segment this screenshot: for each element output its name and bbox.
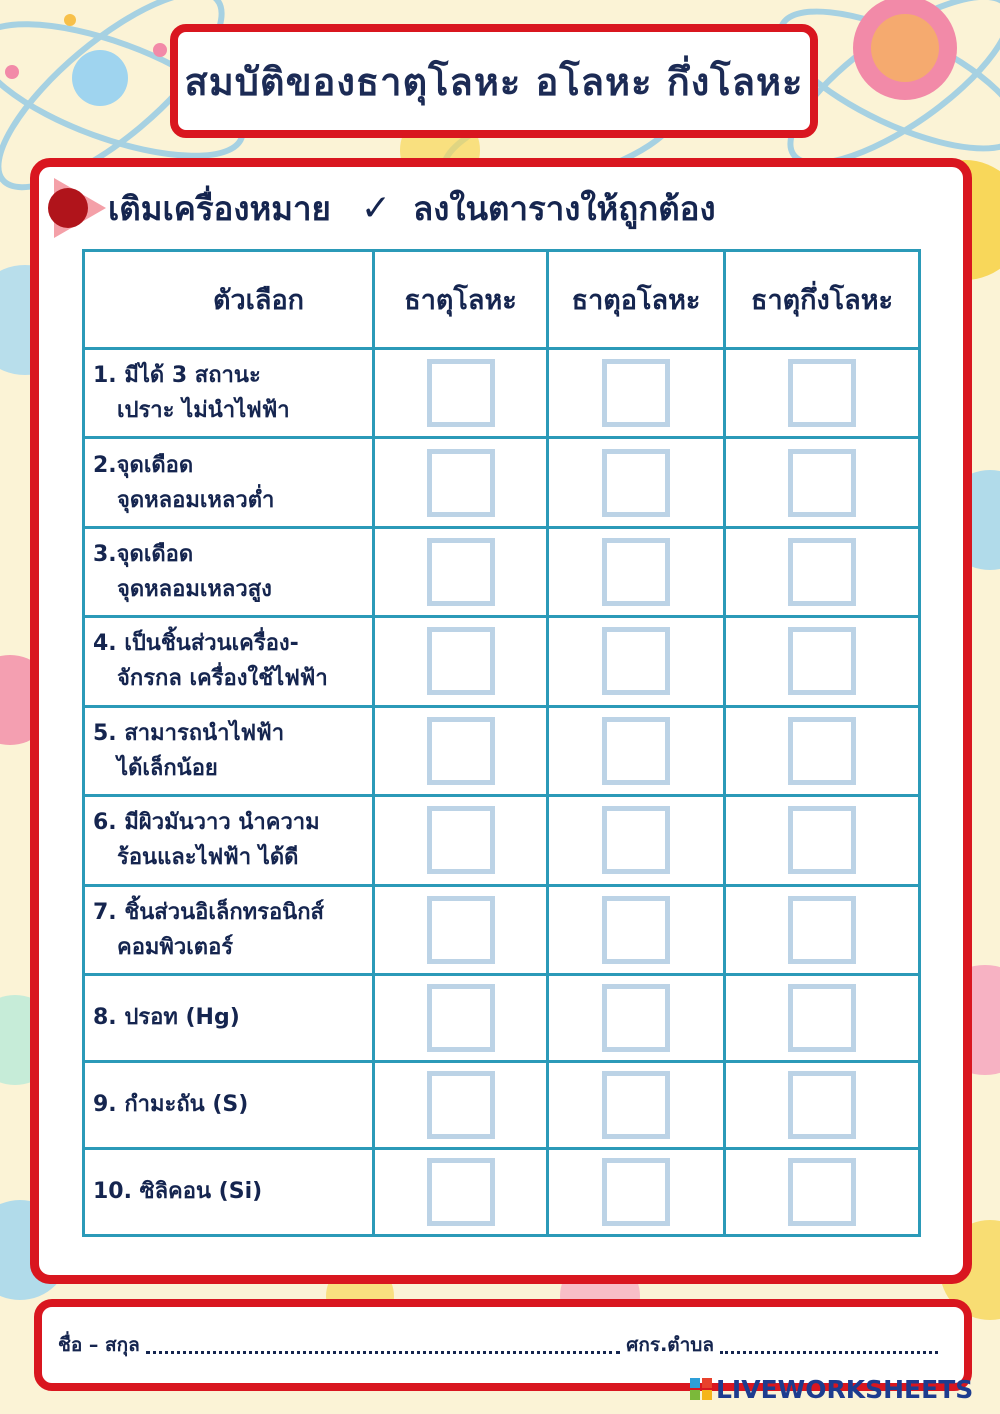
checkbox-metal[interactable] [427, 896, 495, 964]
cell-nonmetal [548, 706, 725, 795]
checkbox-metalloid[interactable] [788, 1071, 856, 1139]
checkbox-metal[interactable] [427, 538, 495, 606]
school-label: ศกร.ตำบล [626, 1334, 714, 1356]
row-label-line2: ได้เล็กน้อย [117, 755, 218, 781]
checkbox-metalloid[interactable] [788, 806, 856, 874]
row-label-line1: 3.จุดเดือด [93, 542, 194, 568]
cell-metalloid [725, 796, 920, 885]
instruction-text-after: ลงในตารางให้ถูกต้อง [413, 188, 716, 228]
row-label-line1: 8. ปรอท (Hg) [93, 1005, 240, 1031]
cell-metalloid [725, 885, 920, 974]
column-header-nonmetal: ธาตุอโลหะ [548, 251, 725, 349]
answer-table [82, 249, 921, 1237]
cell-nonmetal [548, 885, 725, 974]
row-label-line1: 4. เป็นชิ้นส่วนเครื่อง- [93, 631, 299, 657]
checkbox-metalloid[interactable] [788, 984, 856, 1052]
checkbox-nonmetal[interactable] [602, 1158, 670, 1226]
cell-nonmetal [548, 349, 725, 438]
cell-metal [374, 1148, 548, 1235]
checkbox-nonmetal[interactable] [602, 538, 670, 606]
table-row [84, 974, 920, 1061]
row-label-line1: 7. ชิ้นส่วนอิเล็กทรอนิกส์ [93, 899, 324, 925]
title-banner [170, 24, 818, 138]
checkbox-metalloid[interactable] [788, 896, 856, 964]
row-label-line1: 6. มีผิวมันวาว นำความ [93, 810, 320, 836]
cell-nonmetal [548, 796, 725, 885]
checkbox-metalloid[interactable] [788, 449, 856, 517]
row-label [84, 1061, 374, 1148]
checkbox-metal[interactable] [427, 1158, 495, 1226]
cell-metal [374, 796, 548, 885]
checkbox-nonmetal[interactable] [602, 1071, 670, 1139]
row-label [84, 796, 374, 885]
checkbox-nonmetal[interactable] [602, 984, 670, 1052]
cell-metal [374, 974, 548, 1061]
cell-nonmetal [548, 527, 725, 616]
cell-nonmetal [548, 617, 725, 706]
row-label-line1: 5. สามารถนำไฟฟ้า [93, 720, 285, 746]
row-label [84, 974, 374, 1061]
cell-metal [374, 438, 548, 527]
row-label [84, 527, 374, 616]
row-label-line1: 9. กำมะถัน (S) [93, 1092, 249, 1118]
checkbox-metalloid[interactable] [788, 627, 856, 695]
table-row [84, 617, 920, 706]
cell-metal [374, 1061, 548, 1148]
checkbox-nonmetal[interactable] [602, 896, 670, 964]
row-label [84, 706, 374, 795]
table-row [84, 527, 920, 616]
instruction-text-before: เติมเครื่องหมาย [108, 188, 331, 228]
checkbox-metal[interactable] [427, 1071, 495, 1139]
column-header-metal: ธาตุโลหะ [374, 251, 548, 349]
bullet-dot-icon [48, 188, 88, 228]
table-row [84, 706, 920, 795]
checkbox-metalloid[interactable] [788, 359, 856, 427]
cell-metal [374, 617, 548, 706]
table-row [84, 349, 920, 438]
row-label [84, 617, 374, 706]
column-header-options: ตัวเลือก [84, 251, 374, 349]
liveworksheets-mark-icon [690, 1378, 712, 1400]
liveworksheets-logo [690, 1372, 973, 1406]
checkbox-nonmetal[interactable] [602, 449, 670, 517]
cell-nonmetal [548, 438, 725, 527]
checkbox-metal[interactable] [427, 806, 495, 874]
table-row [84, 1148, 920, 1235]
row-label-line1: 1. มีได้ 3 สถานะ [93, 363, 261, 389]
checkbox-nonmetal[interactable] [602, 359, 670, 427]
checkbox-metalloid[interactable] [788, 717, 856, 785]
checkbox-metal[interactable] [427, 717, 495, 785]
table-row [84, 438, 920, 527]
cell-nonmetal [548, 1061, 725, 1148]
cell-metalloid [725, 1061, 920, 1148]
cell-metal [374, 349, 548, 438]
cell-nonmetal [548, 1148, 725, 1235]
row-label-line1: 10. ซิลิคอน (Si) [93, 1179, 263, 1205]
checkbox-metal[interactable] [427, 359, 495, 427]
row-label-line2: จุดหลอมเหลวต่ำ [117, 487, 275, 513]
cell-metalloid [725, 617, 920, 706]
row-label [84, 1148, 374, 1235]
check-mark-icon: ✓ [360, 187, 392, 229]
table-row [84, 796, 920, 885]
cell-metal [374, 527, 548, 616]
row-label [84, 438, 374, 527]
cell-metalloid [725, 438, 920, 527]
table-header-row [84, 251, 920, 349]
row-label-line2: จักรกล เครื่องใช้ไฟฟ้า [117, 666, 328, 692]
row-label-line2: จุดหลอมเหลวสูง [117, 577, 272, 603]
checkbox-metalloid[interactable] [788, 1158, 856, 1226]
checkbox-metalloid[interactable] [788, 538, 856, 606]
checkbox-metal[interactable] [427, 984, 495, 1052]
row-label [84, 349, 374, 438]
cell-metalloid [725, 527, 920, 616]
instruction-line [48, 176, 928, 240]
checkbox-metal[interactable] [427, 449, 495, 517]
checkbox-nonmetal[interactable] [602, 627, 670, 695]
cell-metalloid [725, 974, 920, 1061]
table-row [84, 1061, 920, 1148]
row-label-line2: คอมพิวเตอร์ [117, 934, 234, 960]
row-label-line2: เปราะ ไม่นำไฟฟ้า [117, 398, 290, 424]
table-row [84, 885, 920, 974]
cell-metalloid [725, 706, 920, 795]
name-input-line[interactable] [146, 1351, 621, 1354]
cell-metal [374, 885, 548, 974]
name-label: ชื่อ – สกุล [58, 1334, 140, 1356]
column-header-metalloid: ธาตุกึ่งโลหะ [725, 251, 920, 349]
checkbox-metal[interactable] [427, 627, 495, 695]
row-label [84, 885, 374, 974]
footer-fields [58, 1326, 944, 1360]
cell-metalloid [725, 1148, 920, 1235]
row-label-line2: ร้อนและไฟฟ้า ได้ดี [117, 845, 299, 871]
checkbox-nonmetal[interactable] [602, 806, 670, 874]
cell-nonmetal [548, 974, 725, 1061]
row-label-line1: 2.จุดเดือด [93, 452, 194, 478]
liveworksheets-text: LIVEWORKSHEETS [716, 1374, 974, 1404]
worksheet-title: สมบัติของธาตุโลหะ อโลหะ กึ่งโลหะ [184, 59, 804, 104]
checkbox-nonmetal[interactable] [602, 717, 670, 785]
cell-metal [374, 706, 548, 795]
cell-metalloid [725, 349, 920, 438]
school-input-line[interactable] [720, 1351, 938, 1354]
